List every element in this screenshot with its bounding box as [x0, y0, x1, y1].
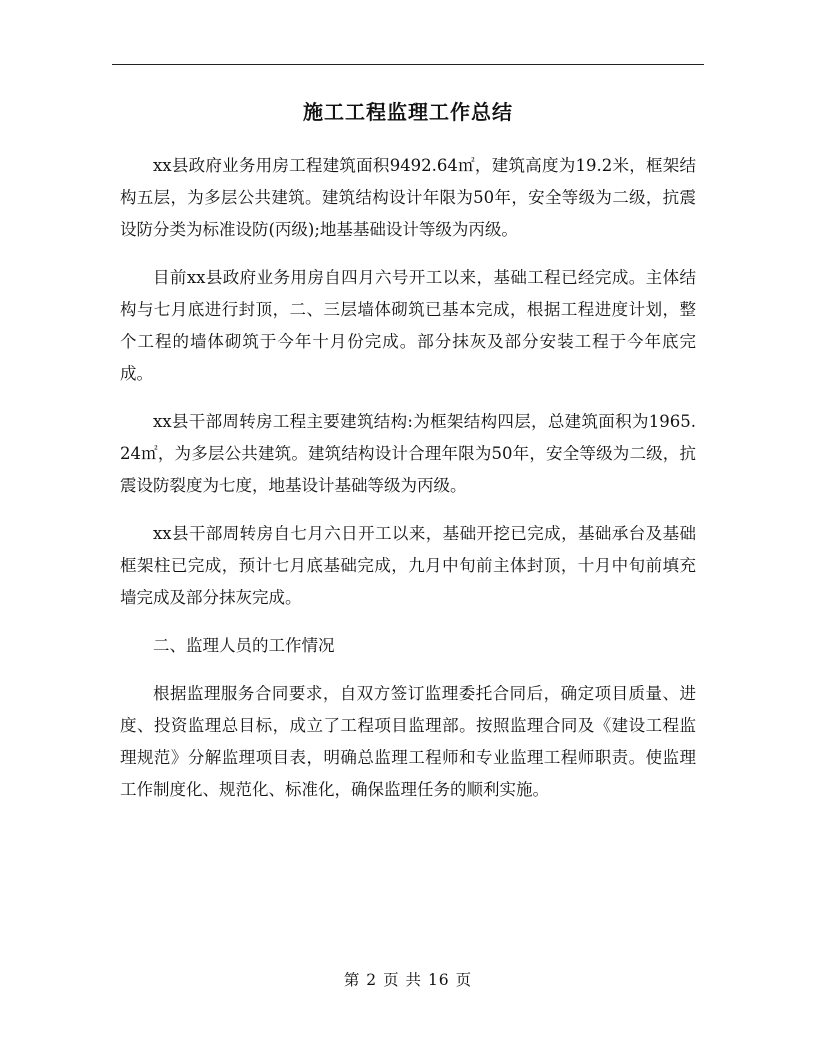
paragraph-staff-housing-overview: xx县干部周转房工程主要建筑结构:为框架结构四层，总建筑面积为1965.24㎡，为多层公共建筑。建筑结构设计合理年限为50年，安全等级为二级，抗震设防裂度为七度，地基设计基础等级为丙级。 — [120, 412, 696, 495]
document-body — [120, 150, 696, 822]
paragraph-county-office-progress: 目前xx县政府业务用房自四月六号开工以来，基础工程已经完成。主体结构与七月底进行封顶，二、三层墙体砌筑已基本完成，根据工程进度计划，整个工程的墙体砌筑于今年十月份完成。部分抹灰及部分安装工程于今年底完成。 — [120, 268, 696, 383]
paragraph-supervision-work: 根据监理服务合同要求，自双方签订监理委托合同后，确定项目质量、进度、投资监理总目标，成立了工程项目监理部。按照监理合同及《建设工程监理规范》分解监理项目表，明确总监理工程师和专业监理工程师职责。使监理工作制度化、规范化、标准化，确保监理任务的顺利实施。 — [120, 684, 696, 799]
page-footer: 第 2 页 共 16 页 — [343, 971, 473, 989]
paragraph-staff-housing-progress: xx县干部周转房自七月六日开工以来，基础开挖已完成，基础承台及基础框架柱已完成，预计七月底基础完成，九月中旬前主体封顶，十月中旬前填充墙完成及部分抹灰完成。 — [120, 524, 696, 607]
document-title: 施工工程监理工作总结 — [303, 100, 513, 124]
paragraph-county-office-overview: xx县政府业务用房工程建筑面积9492.64㎡，建筑高度为19.2米，框架结构五层，为多层公共建筑。建筑结构设计年限为50年，安全等级为二级，抗震设防分类为标准设防(丙级);地基基础设计等级为丙级。 — [120, 156, 696, 239]
header-rule — [112, 64, 704, 65]
section-heading-supervisors: 二、监理人员的工作情况 — [153, 636, 335, 655]
